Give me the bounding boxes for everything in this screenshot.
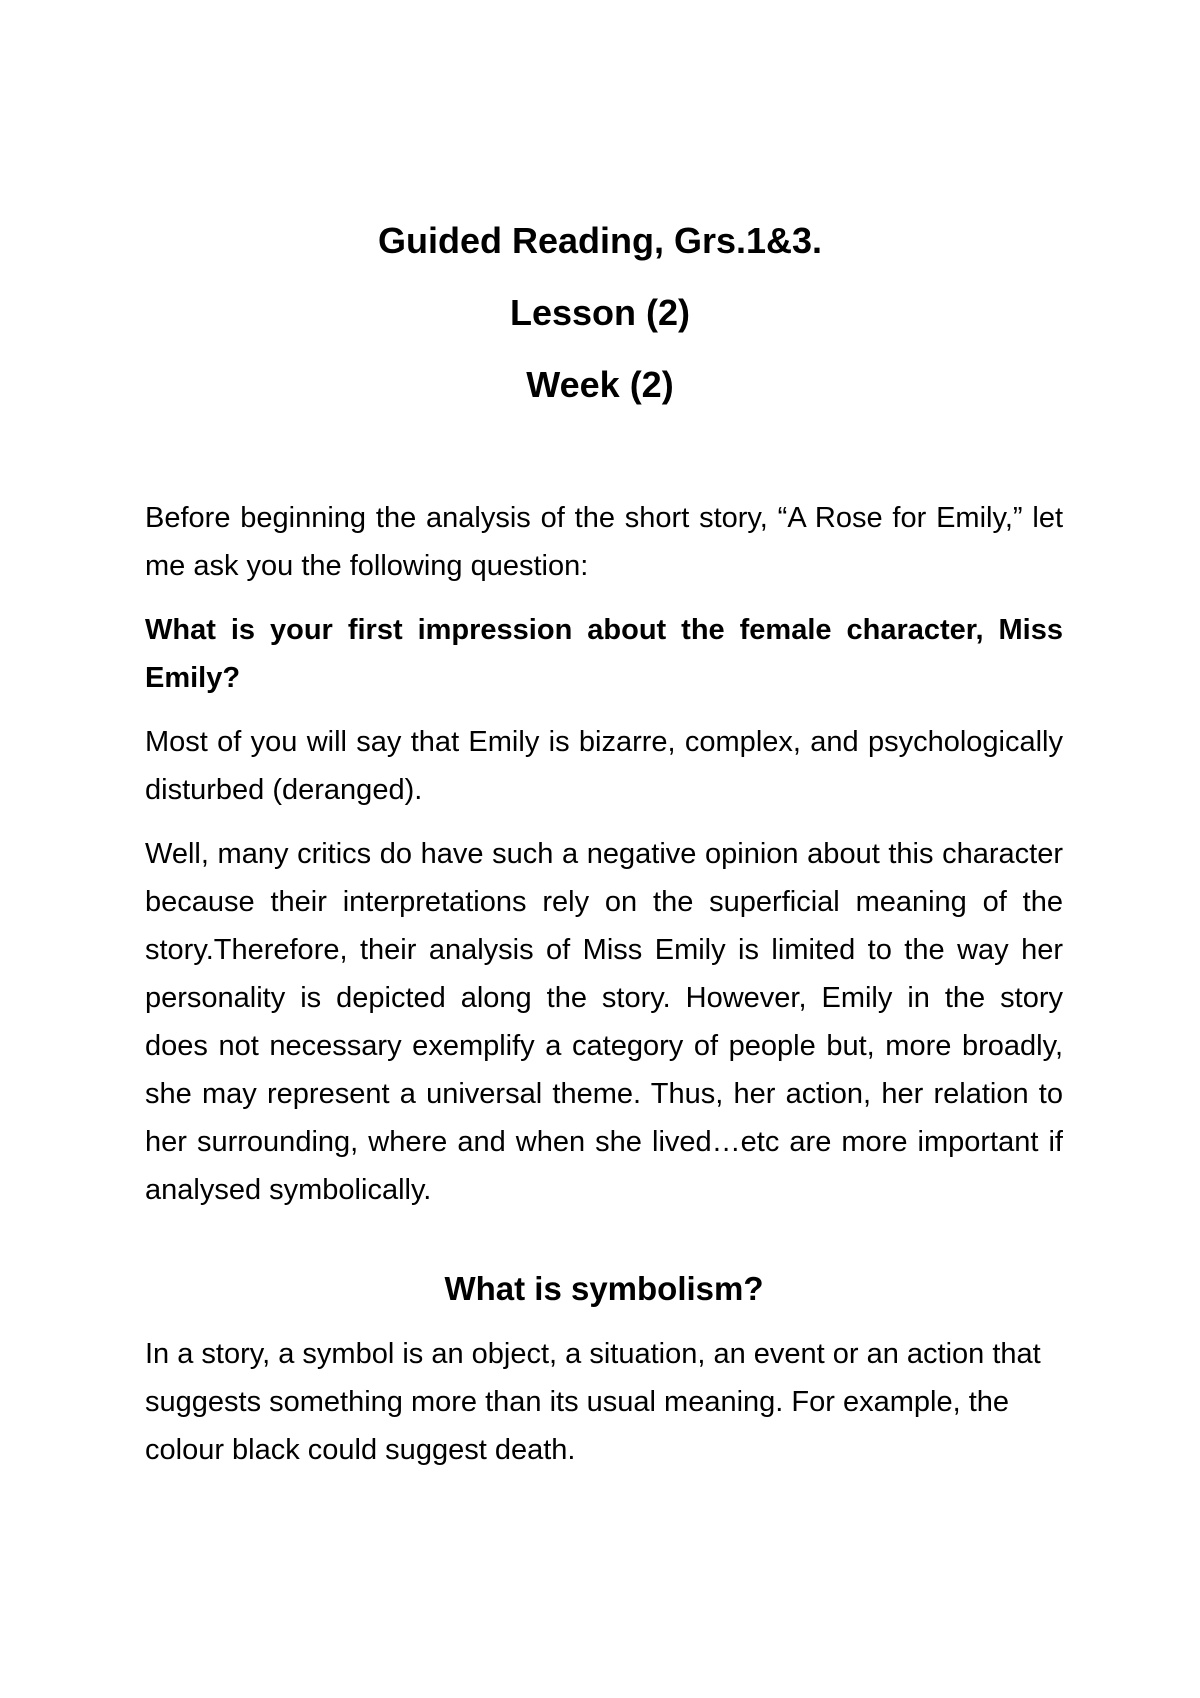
intro-paragraph: Before beginning the analysis of the short story, “A Rose for Emily,” let me ask you the following question: <box>145 502 1063 582</box>
answer-paragraph: Most of you will say that Emily is bizarre, complex, and psychologically disturbed (deranged). <box>145 726 1063 806</box>
document-body <box>145 494 1063 1490</box>
course-title: Guided Reading, Grs.1&3. <box>377 220 823 261</box>
critics-paragraph: Well, many critics do have such a negative opinion about this character because their interpretations rely on the superficial meaning of the story.Therefore, their analysis of Miss Emily is limited to the way her personality is depicted along the story. However, Emily in the story does not necessary exemplify a category of people but, more broadly, she may represent a universal theme. Thus, her action, her relation to her surrounding, where and when she lived…etc are more important if analysed symbolically. <box>145 838 1063 1206</box>
document-header <box>0 205 1200 421</box>
section-heading-symbolism: What is symbolism? <box>444 1270 764 1307</box>
question-paragraph: What is your first impression about the female character, Miss Emily? <box>145 614 1063 694</box>
lesson-number: Lesson (2) <box>509 292 691 333</box>
week-number: Week (2) <box>526 364 674 405</box>
definition-paragraph: In a story, a symbol is an object, a situation, an event or an action that suggests something more than its usual meaning. For example, the colour black could suggest death. <box>145 1338 1041 1466</box>
